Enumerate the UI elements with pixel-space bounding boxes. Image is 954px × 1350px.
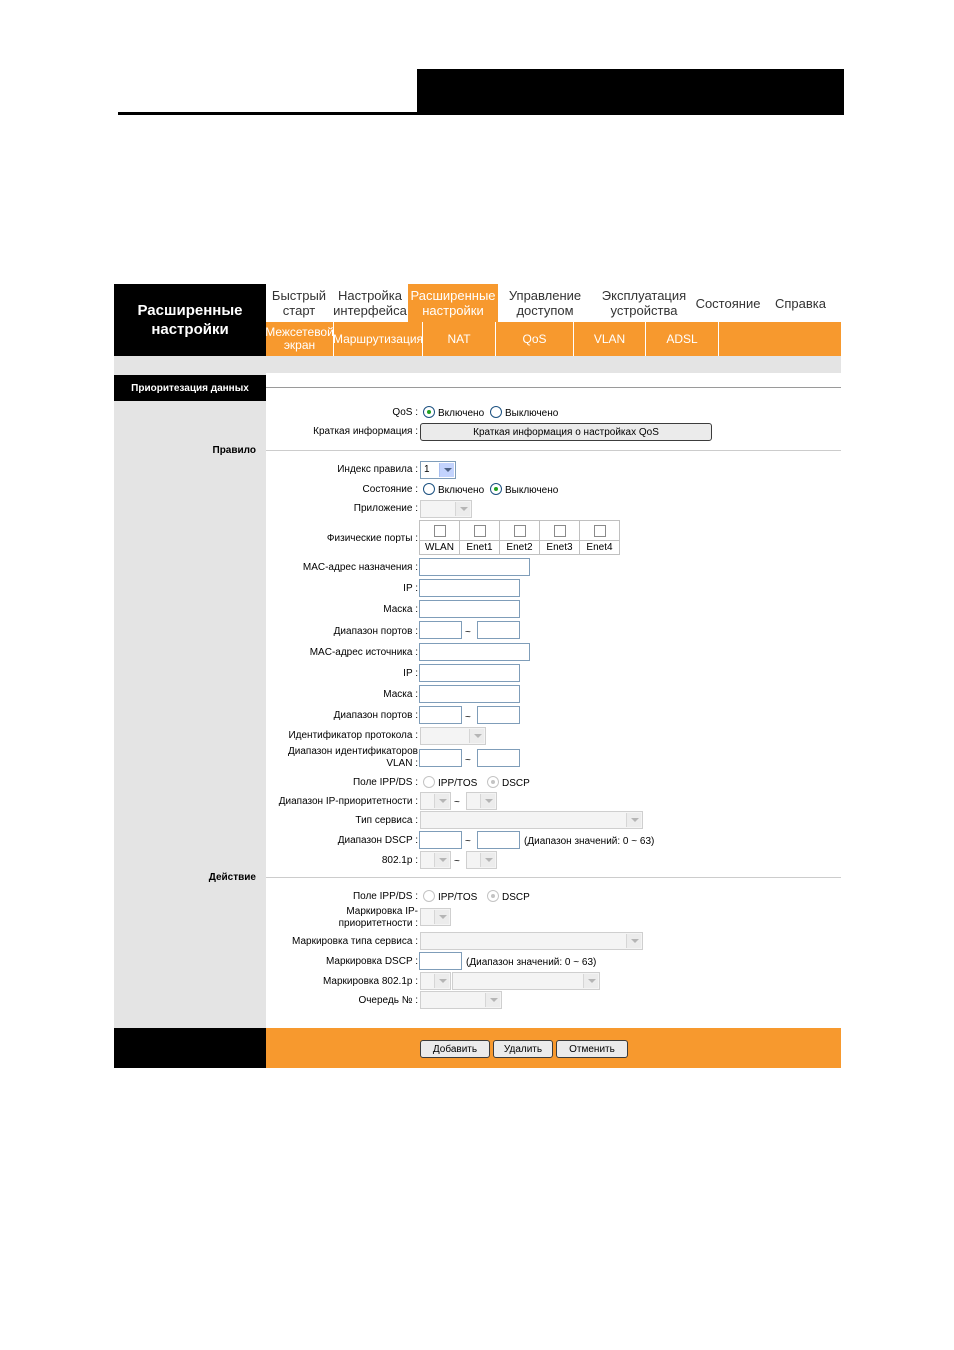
group-rule-label: Правило [212, 445, 256, 456]
action-dscp-radio[interactable] [487, 890, 499, 902]
src-port-from-input[interactable] [419, 706, 462, 724]
group-action-label: Действие [208, 872, 256, 883]
action-divider [266, 877, 841, 878]
dscp-mark-input[interactable] [419, 952, 462, 970]
dst-ip-label: IP : [403, 583, 418, 594]
router-web-ui [114, 284, 841, 1068]
rule-state-disabled-text: Выключено [505, 485, 559, 496]
subnav-nat[interactable]: NAT [423, 322, 496, 356]
range-separator: ~ [465, 627, 471, 638]
src-ip-label: IP : [403, 668, 418, 679]
rule-state-disabled-radio[interactable] [490, 483, 502, 495]
service-type-label: Тип сервиса : [355, 815, 418, 826]
vlan-to-input[interactable] [477, 749, 520, 767]
application-label: Приложение : [353, 503, 418, 514]
footer-left [114, 1028, 266, 1068]
physical-ports-label: Физические порты : [326, 533, 418, 544]
range-separator: ~ [465, 712, 471, 723]
cancel-button[interactable]: Отменить [556, 1040, 628, 1058]
port-enet4-checkbox[interactable] [594, 525, 606, 537]
action-ippds-label: Поле IPP/DS : [352, 891, 418, 902]
dst-port-from-input[interactable] [419, 621, 462, 639]
qos-disabled-text: Выключено [505, 408, 559, 419]
subnav-qos[interactable]: QoS [496, 322, 574, 356]
src-mask-label: Маска : [383, 689, 418, 700]
p8021-mark-select[interactable] [420, 972, 451, 990]
queue-select[interactable] [420, 991, 502, 1009]
port-name: Enet1 [460, 541, 500, 555]
delete-button[interactable]: Удалить [493, 1040, 553, 1058]
qos-disabled-radio[interactable] [490, 406, 502, 418]
p8021-mark-value-select[interactable] [452, 972, 600, 990]
ipptos-radio[interactable] [423, 776, 435, 788]
nav-interface-setup[interactable]: Настройка интерфейса [333, 288, 407, 318]
subnav-firewall[interactable]: Межсетевой экран [266, 322, 334, 356]
src-ip-input[interactable] [419, 664, 520, 682]
qos-enabled-text: Включено [438, 408, 485, 419]
add-button[interactable]: Добавить [420, 1040, 490, 1058]
chevron-down-icon [434, 794, 449, 808]
p8021-to-select[interactable] [466, 851, 497, 869]
header-separator [114, 356, 841, 373]
port-enet1-checkbox[interactable] [474, 525, 486, 537]
dst-port-to-input[interactable] [477, 621, 520, 639]
port-wlan-checkbox[interactable] [434, 525, 446, 537]
src-port-to-input[interactable] [477, 706, 520, 724]
section-divider [266, 387, 841, 388]
chevron-down-icon [480, 794, 495, 808]
action-ipptos-text: IPP/TOS [438, 892, 478, 903]
dscp-text: DSCP [502, 778, 530, 789]
chevron-down-icon [469, 729, 484, 743]
port-name: Enet2 [500, 541, 540, 555]
service-type-mark-select[interactable] [420, 932, 643, 950]
dst-mask-label: Маска : [383, 604, 418, 615]
range-separator: ~ [454, 797, 460, 808]
rule-state-enabled-text: Включено [438, 485, 485, 496]
chevron-down-icon [583, 974, 598, 988]
ip-prio-range-label: Диапазон IP-приоритетности : [278, 796, 418, 807]
port-cell [580, 521, 620, 541]
section-title: Приоритезация данных [114, 375, 266, 401]
ip-prio-from-select[interactable] [420, 792, 451, 810]
ip-prio-to-select[interactable] [466, 792, 497, 810]
ip-prio-mark-select[interactable] [420, 908, 451, 926]
vlan-range-label: Диапазон идентификаторов VLAN : [287, 746, 418, 769]
sub-nav [266, 322, 841, 356]
port-cell [500, 521, 540, 541]
port-cell [420, 521, 460, 541]
ip-prio-mark-label: Маркировка IP-приоритетности : [338, 906, 418, 929]
p8021-from-select[interactable] [420, 851, 451, 869]
application-select[interactable] [420, 500, 472, 518]
port-enet2-checkbox[interactable] [514, 525, 526, 537]
dst-ip-input[interactable] [419, 579, 520, 597]
range-separator: ~ [454, 856, 460, 867]
port-name: Enet4 [580, 541, 620, 555]
p8021-label: 802.1p : [381, 855, 418, 866]
qos-enabled-radio[interactable] [423, 406, 435, 418]
document-header-bar [417, 69, 844, 115]
port-cell [540, 521, 580, 541]
dst-mac-input[interactable] [419, 558, 530, 576]
qos-summary-button[interactable]: Краткая информация о настройках QoS [420, 423, 712, 441]
src-mac-label: MAC-адрес источника : [309, 647, 418, 658]
rule-index-value: 1 [424, 464, 430, 475]
subnav-adsl[interactable]: ADSL [646, 322, 719, 356]
rule-divider [266, 450, 841, 451]
rule-state-enabled-radio[interactable] [423, 483, 435, 495]
nav-maintenance[interactable]: Эксплуатация устройства [601, 288, 687, 318]
nav-help[interactable]: Справка [775, 295, 826, 311]
chevron-down-icon [455, 502, 470, 516]
dscp-range-label: Диапазон DSCP : [337, 835, 418, 846]
footer-bar [266, 1028, 841, 1068]
chevron-down-icon [439, 463, 454, 477]
left-column [114, 373, 266, 1028]
nav-access-management[interactable]: Управление доступом [508, 288, 582, 318]
nav-advanced-setup[interactable]: Расширенные настройки [408, 284, 498, 322]
dst-port-range-label: Диапазон портов : [333, 626, 418, 637]
chevron-down-icon [626, 813, 641, 827]
chevron-down-icon [626, 934, 641, 948]
range-separator: ~ [465, 755, 471, 766]
range-separator: ~ [465, 836, 471, 847]
protocol-id-select[interactable] [420, 727, 486, 745]
dscp-mark-hint: (Диапазон значений: 0 ~ 63) [466, 957, 597, 968]
service-type-mark-label: Маркировка типа сервиса : [292, 936, 418, 947]
qos-label: QoS : [392, 407, 418, 418]
src-mask-input[interactable] [419, 685, 520, 703]
rule-index-label: Индекс правила : [337, 464, 418, 475]
service-type-select[interactable] [420, 811, 643, 829]
dst-mask-input[interactable] [419, 600, 520, 618]
chevron-down-icon [480, 853, 495, 867]
p8021-mark-label: Маркировка 802.1p : [322, 976, 418, 987]
dscp-mark-label: Маркировка DSCP : [325, 956, 418, 967]
subnav-routing[interactable]: Маршрутизация [334, 322, 423, 356]
brand-title: Расширенные настройки [114, 284, 266, 356]
chevron-down-icon [434, 910, 449, 924]
vlan-from-input[interactable] [419, 749, 462, 767]
summary-label: Краткая информация : [313, 426, 418, 437]
rule-index-select[interactable] [420, 461, 456, 479]
nav-quick-start[interactable]: Быстрый старт [271, 288, 327, 318]
protocol-id-label: Идентификатор протокола : [288, 730, 418, 741]
port-name: Enet3 [540, 541, 580, 555]
dscp-from-input[interactable] [419, 831, 462, 849]
src-port-range-label: Диапазон портов : [333, 710, 418, 721]
document-header-rule [118, 112, 417, 115]
nav-status[interactable]: Состояние [695, 295, 761, 311]
chevron-down-icon [485, 993, 500, 1007]
chevron-down-icon [434, 853, 449, 867]
port-enet3-checkbox[interactable] [554, 525, 566, 537]
dscp-to-input[interactable] [477, 831, 520, 849]
dscp-range-hint: (Диапазон значений: 0 ~ 63) [524, 836, 655, 847]
main-nav [266, 284, 841, 322]
chevron-down-icon [434, 974, 449, 988]
ipptos-text: IPP/TOS [438, 778, 478, 789]
subnav-vlan[interactable]: VLAN [574, 322, 646, 356]
dscp-radio[interactable] [487, 776, 499, 788]
dst-mac-label: MAC-адрес назначения : [302, 562, 418, 573]
src-mac-input[interactable] [419, 643, 530, 661]
physical-ports-table [419, 520, 620, 555]
action-dscp-text: DSCP [502, 892, 530, 903]
queue-label: Очередь № : [358, 995, 418, 1006]
port-name: WLAN [420, 541, 460, 555]
port-cell [460, 521, 500, 541]
ippds-field-label: Поле IPP/DS : [352, 777, 418, 788]
action-ipptos-radio[interactable] [423, 890, 435, 902]
rule-state-label: Состояние : [362, 484, 418, 495]
